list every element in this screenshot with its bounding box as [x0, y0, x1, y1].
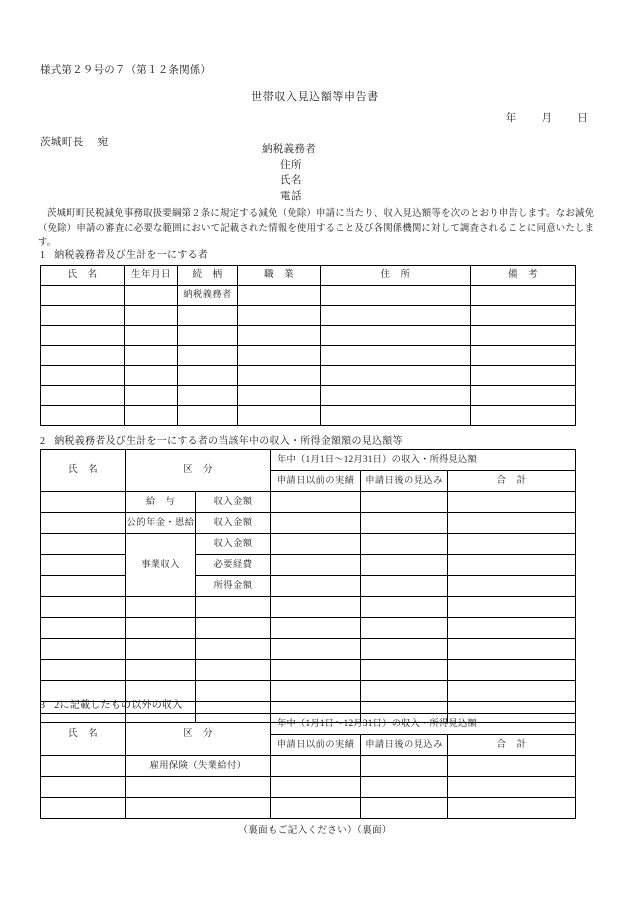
- cell-total[interactable]: [448, 756, 576, 777]
- cell-actual[interactable]: [271, 756, 361, 777]
- cell-actual[interactable]: [271, 618, 361, 639]
- date-line: [506, 110, 588, 125]
- cell-estimate[interactable]: [361, 513, 448, 534]
- declarant-heading: 納税義務者: [262, 144, 316, 155]
- cell-name[interactable]: [41, 406, 125, 426]
- cell-birthdate[interactable]: [125, 406, 178, 426]
- table-row: [41, 366, 576, 386]
- cell-name[interactable]: [41, 513, 126, 534]
- cell-item[interactable]: [196, 660, 271, 681]
- cell-estimate[interactable]: [361, 492, 448, 513]
- cell-item[interactable]: 収入金額: [196, 534, 271, 555]
- addressee-name: 茨城町長: [40, 137, 84, 148]
- cell-total[interactable]: [448, 639, 576, 660]
- cell-name[interactable]: [41, 286, 125, 306]
- cell-item[interactable]: 必要経費: [196, 555, 271, 576]
- cell-address[interactable]: [321, 306, 471, 326]
- column-header-category: 区 分: [126, 450, 271, 492]
- form-number: 様式第２９号の７（第１２条関係）: [40, 65, 212, 76]
- consent-statement: 茨城町町民税減免事務取扱要綱第２条に規定する減免（免除）申請に当たり、収入見込額等を次のとおり申告します。なお減免（免除）申請の審査に必要な範囲において記載された情報を使用すること及び各関係機関に対して調査されることに同意いたします。: [38, 209, 594, 249]
- cell-actual[interactable]: [271, 534, 361, 555]
- declarant-heading-row: [262, 142, 316, 158]
- section1-number: 1: [40, 250, 46, 261]
- cell-total[interactable]: [448, 492, 576, 513]
- cell-actual[interactable]: [271, 576, 361, 597]
- cell-estimate[interactable]: [361, 534, 448, 555]
- cell-occupation[interactable]: [238, 346, 321, 366]
- cell-occupation[interactable]: [238, 306, 321, 326]
- table-row: [41, 406, 576, 426]
- declarant-address-label: 住所: [280, 159, 302, 171]
- cell-total[interactable]: [448, 777, 576, 798]
- cell-category[interactable]: [126, 798, 271, 819]
- column-header-2: 続 柄: [178, 266, 238, 286]
- cell-total[interactable]: [448, 798, 576, 819]
- declarant-name-label: 氏名: [280, 175, 302, 186]
- table-row: [41, 555, 576, 576]
- cell-address[interactable]: [321, 326, 471, 346]
- addressee: [40, 134, 109, 149]
- cell-name[interactable]: [41, 756, 126, 777]
- declarant-name-row: [262, 173, 316, 189]
- table-row: [41, 798, 576, 819]
- date-year-label: 年: [505, 113, 517, 124]
- cell-estimate[interactable]: [361, 576, 448, 597]
- cell-relation[interactable]: [178, 386, 238, 406]
- cell-item[interactable]: [196, 681, 271, 702]
- section2-title: [40, 432, 403, 447]
- column-subheader-2: 合 計: [448, 735, 576, 756]
- other-income-table-body: [41, 714, 576, 819]
- table-row: [41, 346, 576, 366]
- cell-estimate[interactable]: [361, 639, 448, 660]
- table-row: [41, 660, 576, 681]
- cell-remarks[interactable]: [471, 306, 576, 326]
- section3-title: [40, 696, 183, 711]
- cell-name[interactable]: [41, 777, 126, 798]
- cell-category[interactable]: [126, 660, 196, 681]
- table-row: [41, 326, 576, 346]
- date-month-label: 月: [541, 113, 553, 124]
- section1-title: [40, 246, 208, 261]
- cell-name[interactable]: [41, 326, 125, 346]
- table-row: [41, 492, 576, 513]
- cell-name[interactable]: [41, 386, 125, 406]
- cell-occupation[interactable]: [238, 386, 321, 406]
- cell-relation[interactable]: [178, 326, 238, 346]
- cell-item[interactable]: 所得金額: [196, 576, 271, 597]
- table-row: [41, 286, 576, 306]
- column-subheader-1: 申請日後の見込み: [361, 471, 448, 492]
- cell-category[interactable]: [126, 777, 271, 798]
- cell-remarks[interactable]: [471, 346, 576, 366]
- column-header-group: 年中（1月1日〜12月31日）の収入・所得見込額: [271, 714, 576, 735]
- cell-occupation[interactable]: [238, 406, 321, 426]
- cell-address[interactable]: [321, 406, 471, 426]
- cell-category[interactable]: [126, 639, 196, 660]
- declarant-phone-label: 電話: [280, 190, 302, 202]
- cell-relation[interactable]: [178, 306, 238, 326]
- cell-estimate[interactable]: [361, 555, 448, 576]
- cell-actual[interactable]: [271, 492, 361, 513]
- cell-total[interactable]: [448, 597, 576, 618]
- cell-birthdate[interactable]: [125, 306, 178, 326]
- cell-total[interactable]: [448, 534, 576, 555]
- cell-name[interactable]: [41, 306, 125, 326]
- column-subheader-1: 申請日後の見込み: [361, 735, 448, 756]
- household-table: [40, 265, 576, 426]
- cell-item[interactable]: [196, 618, 271, 639]
- declarant-block: [262, 142, 316, 204]
- declarant-phone-row: [262, 189, 316, 205]
- cell-total[interactable]: [448, 681, 576, 702]
- cell-address[interactable]: [321, 286, 471, 306]
- cell-name[interactable]: [41, 597, 126, 618]
- column-header-category: 区 分: [126, 714, 271, 756]
- cell-category[interactable]: 雇用保険（失業給付）: [126, 756, 271, 777]
- cell-name[interactable]: [41, 798, 126, 819]
- column-header-name: 氏 名: [41, 450, 126, 492]
- cell-actual[interactable]: [271, 597, 361, 618]
- cell-occupation[interactable]: [238, 326, 321, 346]
- table-row: [41, 576, 576, 597]
- income-table-body: [41, 450, 576, 723]
- cell-actual[interactable]: [271, 555, 361, 576]
- cell-item[interactable]: 収入金額: [196, 492, 271, 513]
- cell-category[interactable]: [126, 597, 196, 618]
- table-row: [41, 513, 576, 534]
- table-row: [41, 534, 576, 555]
- cell-address[interactable]: [321, 386, 471, 406]
- cell-total[interactable]: [448, 576, 576, 597]
- cell-estimate[interactable]: [361, 597, 448, 618]
- section1-title-text: 納税義務者及び生計を一にする者: [54, 250, 208, 261]
- cell-name[interactable]: [41, 534, 126, 555]
- column-header-group: 年中（1月1日〜12月31日）の収入・所得見込額: [271, 450, 576, 471]
- cell-estimate[interactable]: [361, 756, 448, 777]
- cell-category[interactable]: 事業収入: [126, 534, 196, 597]
- footer-note: （裏面もご記入ください）（裏面）: [238, 825, 392, 836]
- cell-category[interactable]: 給 与: [126, 492, 196, 513]
- table-row: [41, 639, 576, 660]
- cell-name[interactable]: [41, 492, 126, 513]
- cell-actual[interactable]: [271, 798, 361, 819]
- cell-remarks[interactable]: [471, 326, 576, 346]
- cell-actual[interactable]: [271, 777, 361, 798]
- declarant-address-row: [262, 158, 316, 174]
- income-table: [40, 449, 576, 723]
- cell-name[interactable]: [41, 366, 125, 386]
- table-row: [41, 386, 576, 406]
- cell-remarks[interactable]: [471, 406, 576, 426]
- household-table-body: [41, 266, 576, 426]
- cell-birthdate[interactable]: [125, 366, 178, 386]
- cell-occupation[interactable]: [238, 286, 321, 306]
- table-header-row-1: [41, 450, 576, 471]
- column-header-3: 職 業: [238, 266, 321, 286]
- cell-actual[interactable]: [271, 639, 361, 660]
- cell-relation[interactable]: [178, 346, 238, 366]
- cell-address[interactable]: [321, 346, 471, 366]
- cell-name[interactable]: [41, 660, 126, 681]
- cell-estimate[interactable]: [361, 777, 448, 798]
- table-header-row: [41, 266, 576, 286]
- cell-actual[interactable]: [271, 660, 361, 681]
- cell-name[interactable]: [41, 346, 125, 366]
- cell-birthdate[interactable]: [125, 326, 178, 346]
- cell-actual[interactable]: [271, 681, 361, 702]
- cell-item[interactable]: [196, 639, 271, 660]
- cell-item[interactable]: 収入金額: [196, 513, 271, 534]
- other-income-table: [40, 713, 576, 819]
- cell-relation[interactable]: [178, 406, 238, 426]
- cell-remarks[interactable]: [471, 366, 576, 386]
- cell-total[interactable]: [448, 660, 576, 681]
- cell-remarks[interactable]: [471, 386, 576, 406]
- addressee-suffix: 宛: [97, 137, 109, 148]
- column-header-5: 備 考: [471, 266, 576, 286]
- section3-title-text: 2に記載したもの以外の収入: [54, 700, 183, 711]
- cell-item[interactable]: [196, 597, 271, 618]
- date-day-label: 日: [577, 113, 588, 124]
- column-subheader-0: 申請日以前の実績: [271, 735, 361, 756]
- cell-total[interactable]: [448, 513, 576, 534]
- cell-estimate[interactable]: [361, 681, 448, 702]
- table-row: [41, 618, 576, 639]
- cell-birthdate[interactable]: [125, 346, 178, 366]
- table-header-row-1: [41, 714, 576, 735]
- cell-name[interactable]: [41, 576, 126, 597]
- table-row: [41, 777, 576, 798]
- section2-number: 2: [40, 436, 46, 447]
- section2-title-text: 納税義務者及び生計を一にする者の当該年中の収入・所得金額額の見込額等: [54, 436, 403, 447]
- table-row: [41, 756, 576, 777]
- cell-estimate[interactable]: [361, 660, 448, 681]
- cell-relation[interactable]: [178, 366, 238, 386]
- cell-birthdate[interactable]: [125, 286, 178, 306]
- column-subheader-0: 申請日以前の実績: [271, 471, 361, 492]
- column-header-4: 住 所: [321, 266, 471, 286]
- table-row: [41, 597, 576, 618]
- section3-number: 3: [40, 700, 46, 711]
- cell-name[interactable]: [41, 639, 126, 660]
- cell-occupation[interactable]: [238, 366, 321, 386]
- cell-actual[interactable]: [271, 513, 361, 534]
- column-subheader-2: 合 計: [448, 471, 576, 492]
- column-header-1: 生年月日: [125, 266, 178, 286]
- cell-birthdate[interactable]: [125, 386, 178, 406]
- column-header-0: 氏 名: [41, 266, 125, 286]
- cell-total[interactable]: [448, 555, 576, 576]
- cell-total[interactable]: [448, 618, 576, 639]
- cell-relation[interactable]: 納税義務者: [178, 286, 238, 306]
- column-header-name: 氏 名: [41, 714, 126, 756]
- page-title: 世帯収入見込額等申告書: [251, 91, 379, 103]
- cell-name[interactable]: [41, 555, 126, 576]
- cell-estimate[interactable]: [361, 618, 448, 639]
- cell-remarks[interactable]: [471, 286, 576, 306]
- table-row: [41, 306, 576, 326]
- cell-category[interactable]: 公的年金・恩給: [126, 513, 196, 534]
- cell-address[interactable]: [321, 366, 471, 386]
- cell-estimate[interactable]: [361, 798, 448, 819]
- cell-name[interactable]: [41, 618, 126, 639]
- cell-category[interactable]: [126, 618, 196, 639]
